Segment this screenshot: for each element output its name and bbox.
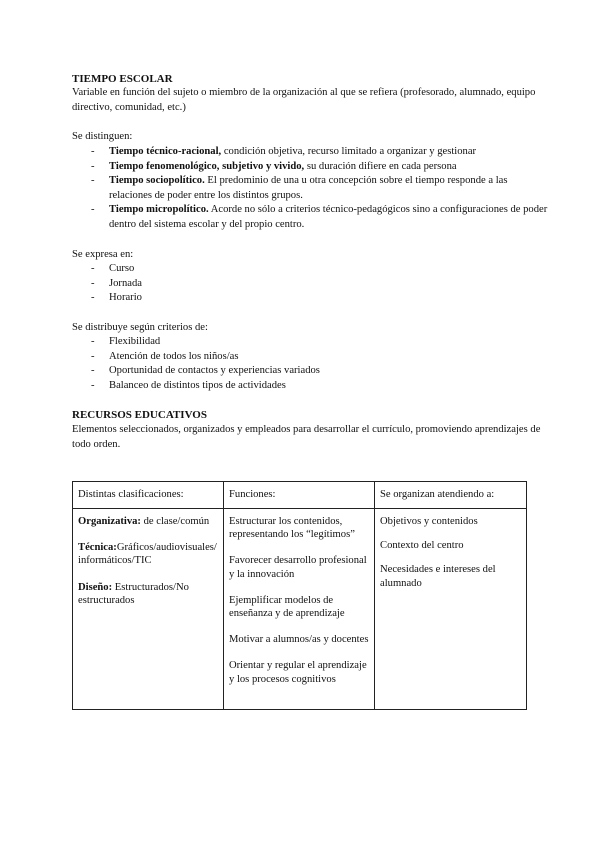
function-item: Motivar a alumnos/as y docentes [229, 634, 369, 646]
list-item: - Curso [91, 263, 135, 274]
cell-organized-by [375, 509, 527, 710]
header-classifications: Distintas clasificaciones: [73, 482, 224, 509]
criteria-list [72, 335, 549, 393]
list-item: - Horario [91, 292, 142, 304]
list-item: - Tiempo micropolítico. Acorde no sólo a criterios técnico-pedagógicos sino a configuraciones de poder dentro del sistema escolar y del propio centro. [91, 204, 548, 230]
classification-item: Técnica:Gráficos/audiovisuales/informáticos/TIC [78, 542, 217, 567]
function-item: Favorecer desarrollo profesional y la innovación [229, 555, 367, 580]
distinguish-label: Se distinguen: [72, 131, 133, 142]
classification-item: Organizativa: de clase/común [78, 516, 210, 527]
list-item: - Tiempo fenomenológico, subjetivo y vivido, su duración difiere en cada persona [91, 160, 457, 172]
section-title-tiempo-escolar: TIEMPO ESCOLAR [72, 73, 173, 85]
resources-table [72, 481, 527, 710]
section-intro-tiempo-escolar: Variable en función del sujeto o miembro de la organización al que se refiera (profesorado, alumnado, equipo directivo, comunidad, etc.) [72, 87, 536, 113]
expressed-list [72, 262, 549, 306]
cell-classifications [73, 509, 224, 710]
list-item: - Balanceo de distintos tipos de actividades [91, 379, 286, 391]
list-item: - Tiempo técnico-racional, condición objetiva, recurso limitado a organizar y gestionar [91, 146, 477, 157]
function-item: Orientar y regular el aprendizaje y los procesos cognitivos [229, 660, 367, 685]
criteria-label: Se distribuye según criterios de: [72, 322, 208, 333]
list-item: - Oportunidad de contactos y experiencias variados [91, 365, 320, 377]
table-header-row [73, 482, 527, 509]
classification-item: Diseño: Estructurados/No estructurados [78, 581, 189, 606]
function-item: Estructurar los contenidos, representando los “legítimos” [229, 516, 355, 541]
organized-item: Contexto del centro [380, 540, 464, 552]
expressed-label: Se expresa en: [72, 249, 134, 260]
distinguish-list [72, 145, 549, 233]
section-intro-recursos-educativos: Elementos seleccionados, organizados y empleados para desarrollar el currículo, promoviendo aprendizajes de todo orden. [72, 424, 541, 450]
organized-item: Necesidades e intereses del alumnado [380, 564, 496, 589]
section-title-recursos-educativos: RECURSOS EDUCATIVOS [72, 409, 207, 421]
header-functions: Funciones: [224, 482, 375, 509]
list-item: - Jornada [91, 277, 142, 289]
list-item: - Atención de todos los niños/as [91, 350, 239, 362]
list-item: - Tiempo sociopolítico. El predominio de una u otra concepción sobre el tiempo responde a las relaciones de poder entre los distintos grupos. [91, 175, 508, 201]
table-row [73, 509, 527, 710]
function-item: Ejemplificar modelos de enseñanza y de aprendizaje [229, 594, 345, 620]
header-organized-by: Se organizan atendiendo a: [375, 482, 527, 509]
list-item: - Flexibilidad [91, 336, 161, 347]
organized-item: Objetivos y contenidos [380, 516, 478, 527]
cell-functions [224, 509, 375, 710]
